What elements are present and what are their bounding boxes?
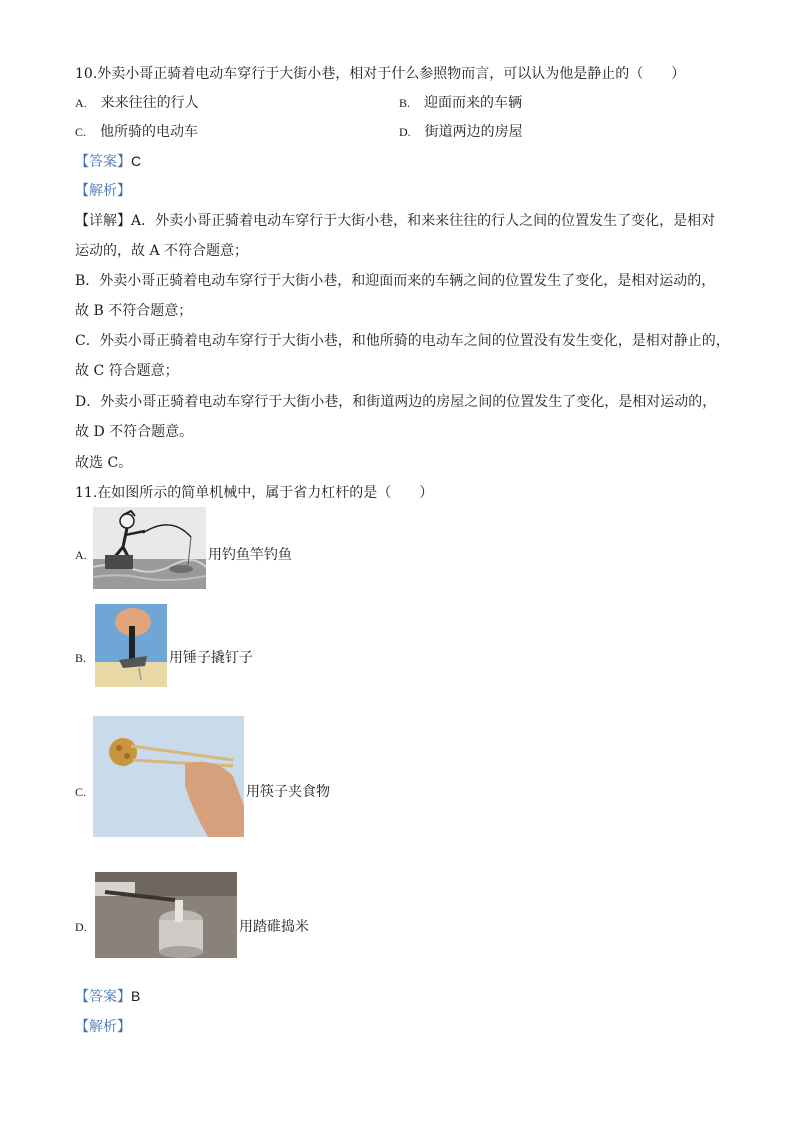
question-10-stem: 10.外卖小哥正骑着电动车穿行于大街小巷，相对于什么参照物而言，可以认为他是静止的（ ）	[75, 66, 686, 82]
fishing-rod-image	[93, 507, 206, 589]
q10-option-d	[399, 122, 523, 142]
q10-option-a	[75, 93, 199, 113]
q10-analysis-tag: 【解析】	[75, 183, 131, 199]
q10-detail-line-2: 运动的，故 A 不符合题意；	[75, 243, 249, 259]
detail-tag: 【详解】	[75, 213, 131, 229]
q11-analysis-tag: 【解析】	[75, 1019, 131, 1035]
answer-value: C	[131, 153, 142, 169]
option-letter: A.	[75, 548, 87, 562]
option-letter: C.	[75, 125, 87, 139]
q10-option-b	[399, 93, 522, 113]
q11-answer	[75, 986, 140, 1007]
option-letter: B.	[399, 96, 411, 110]
option-text: 来来往往的行人	[100, 95, 199, 111]
q10-detail-line-4: 故 B 不符合题意；	[75, 303, 193, 319]
q10-conclusion: 故选 C。	[75, 455, 133, 471]
q10-detail-line-3: B．外卖小哥正骑着电动车穿行于大街小巷，和迎面而来的车辆之间的位置发生了变化，是相对运动的，	[75, 273, 716, 289]
q10-detail-line-7: D．外卖小哥正骑着电动车穿行于大街小巷，和街道两边的房屋之间的位置发生了变化，是相对运动的，	[75, 394, 717, 410]
option-letter: D.	[399, 125, 411, 139]
option-text: 他所骑的电动车	[100, 124, 199, 140]
q11-option-a-text: 用钓鱼竿钓鱼	[208, 547, 292, 563]
q10-answer	[75, 151, 141, 172]
option-letter: C.	[75, 785, 87, 799]
q11-option-d-text: 用踏碓捣米	[239, 919, 309, 935]
option-text: 街道两边的房屋	[424, 124, 523, 140]
answer-value: B	[131, 988, 141, 1004]
option-text: 迎面而来的车辆	[424, 95, 523, 111]
question-11-stem: 11.在如图所示的简单机械中，属于省力杠杆的是（ ）	[75, 485, 434, 501]
option-letter: B.	[75, 651, 87, 665]
q10-detail-line-6: 故 C 符合题意；	[75, 363, 179, 379]
option-letter: A.	[75, 96, 87, 110]
detail-text: A．外卖小哥正骑着电动车穿行于大街小巷，和来来往往的行人之间的位置发生了变化，是相对	[131, 213, 716, 229]
answer-tag: 【答案】	[75, 154, 131, 170]
hammer-image	[95, 604, 167, 687]
chopsticks-image	[93, 716, 244, 837]
q11-option-c-text: 用筷子夹食物	[246, 784, 330, 800]
pestle-image	[95, 872, 237, 958]
q10-option-c	[75, 122, 198, 142]
q10-detail-line-1	[75, 211, 715, 231]
q11-option-b-text: 用锤子撬钉子	[169, 650, 253, 666]
option-letter: D.	[75, 920, 87, 934]
answer-tag: 【答案】	[75, 989, 131, 1005]
q10-detail-line-8: 故 D 不符合题意。	[75, 424, 194, 440]
q10-detail-line-5: C．外卖小哥正骑着电动车穿行于大街小巷，和他所骑的电动车之间的位置没有发生变化，是相对静止的，	[75, 333, 730, 349]
